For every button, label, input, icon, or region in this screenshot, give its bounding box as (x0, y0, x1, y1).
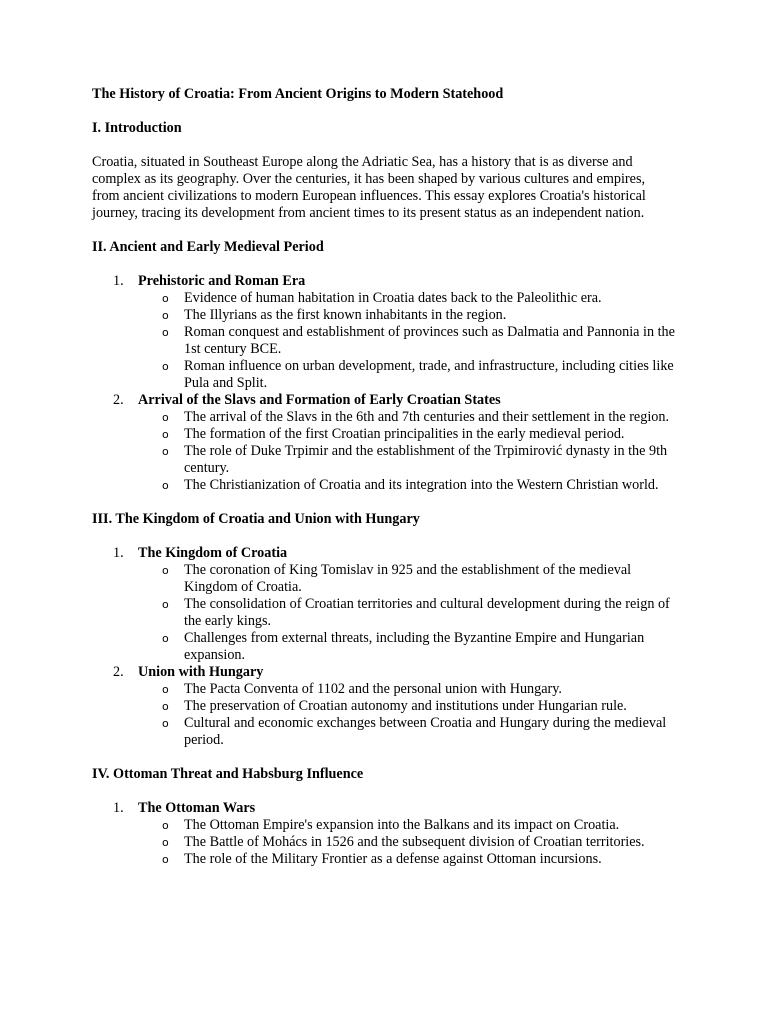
subsection-number: 1. (113, 800, 124, 816)
bullet-text: The Illyrians as the first known inhabitants in the region. (184, 307, 507, 323)
bullet-item (138, 290, 676, 307)
bullet-text: Roman influence on urban development, trade, and infrastructure, including cities like Pula and Split. (184, 358, 674, 391)
hollow-bullet-icon: o (162, 309, 169, 322)
bullet-text: The role of the Military Frontier as a defense against Ottoman incursions. (184, 851, 602, 867)
hollow-bullet-icon: o (162, 683, 169, 696)
bullet-text: The consolidation of Croatian territories and cultural development during the reign of the early kings. (184, 596, 670, 629)
subsection-list (92, 273, 676, 494)
hollow-bullet-icon: o (162, 632, 169, 645)
subsection-item (92, 664, 676, 749)
hollow-bullet-icon: o (162, 853, 169, 866)
subsection-title: The Kingdom of Croatia (138, 545, 288, 561)
bullet-item (138, 307, 676, 324)
bullet-item (138, 426, 676, 443)
bullet-text: The preservation of Croatian autonomy and institutions under Hungarian rule. (184, 698, 627, 714)
bullet-text: Roman conquest and establishment of provinces such as Dalmatia and Pannonia in the 1st century BCE. (184, 324, 675, 357)
subsection-item (92, 273, 676, 392)
section-paragraph: Croatia, situated in Southeast Europe along the Adriatic Sea, has a history that is as diverse and complex as its geography. Over the centuries, it has been shaped by various cultures and empires, from ancient civilizations to modern European influences. This essay explores Croatia's historical journey, tracing its development from ancient times to its present status as an independent nation. (92, 154, 646, 221)
hollow-bullet-icon: o (162, 411, 169, 424)
hollow-bullet-icon: o (162, 598, 169, 611)
bullet-text: The formation of the first Croatian principalities in the early medieval period. (184, 426, 625, 442)
bullet-item (138, 562, 676, 596)
bullet-list (138, 817, 676, 868)
document-title: The History of Croatia: From Ancient Origins to Modern Statehood (92, 86, 504, 102)
subsection-title: The Ottoman Wars (138, 800, 256, 816)
subsection-item (92, 800, 676, 868)
subsection-number: 2. (113, 664, 124, 680)
section-heading: IV. Ottoman Threat and Habsburg Influence (92, 766, 364, 782)
subsection-list (92, 545, 676, 749)
bullet-text: The Battle of Mohács in 1526 and the subsequent division of Croatian territories. (184, 834, 645, 850)
bullet-text: The Ottoman Empire's expansion into the Balkans and its impact on Croatia. (184, 817, 620, 833)
subsection-list (92, 800, 676, 868)
hollow-bullet-icon: o (162, 564, 169, 577)
subsection-item (92, 392, 676, 494)
bullet-item (138, 443, 676, 477)
bullet-item (138, 358, 676, 392)
subsection-number: 1. (113, 273, 124, 289)
bullet-text: The coronation of King Tomislav in 925 and the establishment of the medieval Kingdom of Croatia. (184, 562, 632, 595)
subsection-number: 1. (113, 545, 124, 561)
document-body (92, 86, 676, 885)
subsection-title: Arrival of the Slavs and Formation of Early Croatian States (138, 392, 501, 408)
bullet-list (138, 562, 676, 664)
hollow-bullet-icon: o (162, 479, 169, 492)
bullet-list (138, 409, 676, 494)
subsection-item (92, 545, 676, 664)
subsection-title: Union with Hungary (138, 664, 264, 680)
hollow-bullet-icon: o (162, 326, 169, 339)
bullet-item (138, 715, 676, 749)
bullet-text: The Christianization of Croatia and its integration into the Western Christian world. (184, 477, 659, 493)
bullet-text: Cultural and economic exchanges between Croatia and Hungary during the medieval period. (184, 715, 667, 748)
hollow-bullet-icon: o (162, 360, 169, 373)
bullet-item (138, 596, 676, 630)
bullet-item (138, 817, 676, 834)
hollow-bullet-icon: o (162, 428, 169, 441)
bullet-item (138, 834, 676, 851)
bullet-text: The arrival of the Slavs in the 6th and 7th centuries and their settlement in the region. (184, 409, 669, 425)
subsection-number: 2. (113, 392, 124, 408)
hollow-bullet-icon: o (162, 836, 169, 849)
hollow-bullet-icon: o (162, 717, 169, 730)
hollow-bullet-icon: o (162, 292, 169, 305)
bullet-text: Challenges from external threats, including the Byzantine Empire and Hungarian expansion. (184, 630, 645, 663)
bullet-item (138, 409, 676, 426)
hollow-bullet-icon: o (162, 700, 169, 713)
bullet-item (138, 477, 676, 494)
bullet-item (138, 681, 676, 698)
subsection-title: Prehistoric and Roman Era (138, 273, 306, 289)
bullet-text: Evidence of human habitation in Croatia dates back to the Paleolithic era. (184, 290, 602, 306)
hollow-bullet-icon: o (162, 819, 169, 832)
bullet-list (138, 290, 676, 392)
bullet-item (138, 324, 676, 358)
section-heading: III. The Kingdom of Croatia and Union with Hungary (92, 511, 420, 527)
bullet-text: The role of Duke Trpimir and the establishment of the Trpimirović dynasty in the 9th century. (184, 443, 668, 476)
hollow-bullet-icon: o (162, 445, 169, 458)
bullet-item (138, 630, 676, 664)
bullet-item (138, 851, 676, 868)
section-heading: I. Introduction (92, 120, 182, 136)
bullet-list (138, 681, 676, 749)
section-heading: II. Ancient and Early Medieval Period (92, 239, 324, 255)
bullet-item (138, 698, 676, 715)
bullet-text: The Pacta Conventa of 1102 and the personal union with Hungary. (184, 681, 562, 697)
